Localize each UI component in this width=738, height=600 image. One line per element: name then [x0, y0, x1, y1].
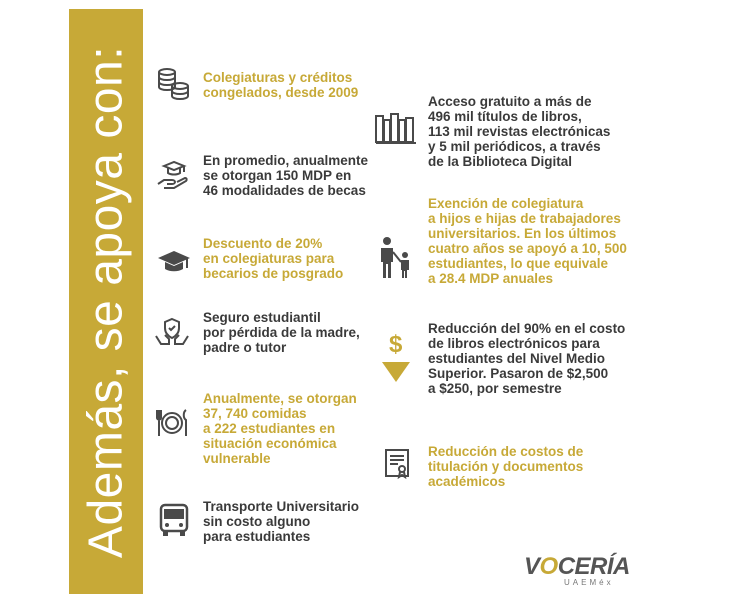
- certificate-icon: [384, 448, 412, 480]
- graduation-hand-icon: [156, 158, 192, 194]
- books-icon: [374, 110, 420, 146]
- item-text-8: Exención de colegiatura a hijos e hijas de trabajadores universitarios. En los últimos cuatro años se apoyó a 10, 500 estudiantes, lo que equivale a 28.4 MDP anuales: [428, 196, 627, 286]
- item-text-3: Descuento de 20% en colegiaturas para becarios de posgrado: [203, 236, 344, 281]
- side-title: Además, se apoya con:: [79, 45, 133, 559]
- logo-subtitle: UAEMéx: [564, 578, 614, 587]
- item-text-10: Reducción de costos de titulación y documentos académicos: [428, 444, 584, 489]
- item-text-6: Transporte Universitario sin costo alguno para estudiantes: [203, 499, 360, 544]
- item-text-5: Anualmente, se otorgan 37, 740 comidas a 222 estudiantes en situación económica vulnerable: [203, 391, 357, 466]
- item-text-4: Seguro estudiantil por pérdida de la madre, padre o tutor: [203, 310, 360, 355]
- logo-wordmark: VOCERÍA: [524, 553, 630, 580]
- mortarboard-icon: [156, 244, 192, 280]
- coins-icon: [156, 66, 192, 102]
- item-text-9: Reducción del 90% en el costo de libros electrónicos para estudiantes del Nivel Medio Superior. Pasaron de $2,500 a $250, por semestre: [428, 321, 626, 396]
- item-text-1: Colegiaturas y créditos congelados, desde 2009: [203, 70, 359, 100]
- voceria-logo: [524, 553, 634, 589]
- parent-child-icon: [374, 236, 416, 280]
- bus-icon: [156, 502, 192, 538]
- svg-text:$: $: [389, 331, 403, 358]
- shield-hands-icon: [154, 316, 190, 352]
- plate-cutlery-icon: [154, 404, 190, 440]
- item-text-2: En promedio, anualmente se otorgan 150 MDP en 46 modalidades de becas: [203, 153, 369, 198]
- item-text-7: Acceso gratuito a más de 496 mil títulos de libros, 113 mil revistas electrónicas y 5 mil periódicos, a través de la Biblioteca Digital: [428, 94, 611, 169]
- dollar-down-icon: [380, 330, 412, 384]
